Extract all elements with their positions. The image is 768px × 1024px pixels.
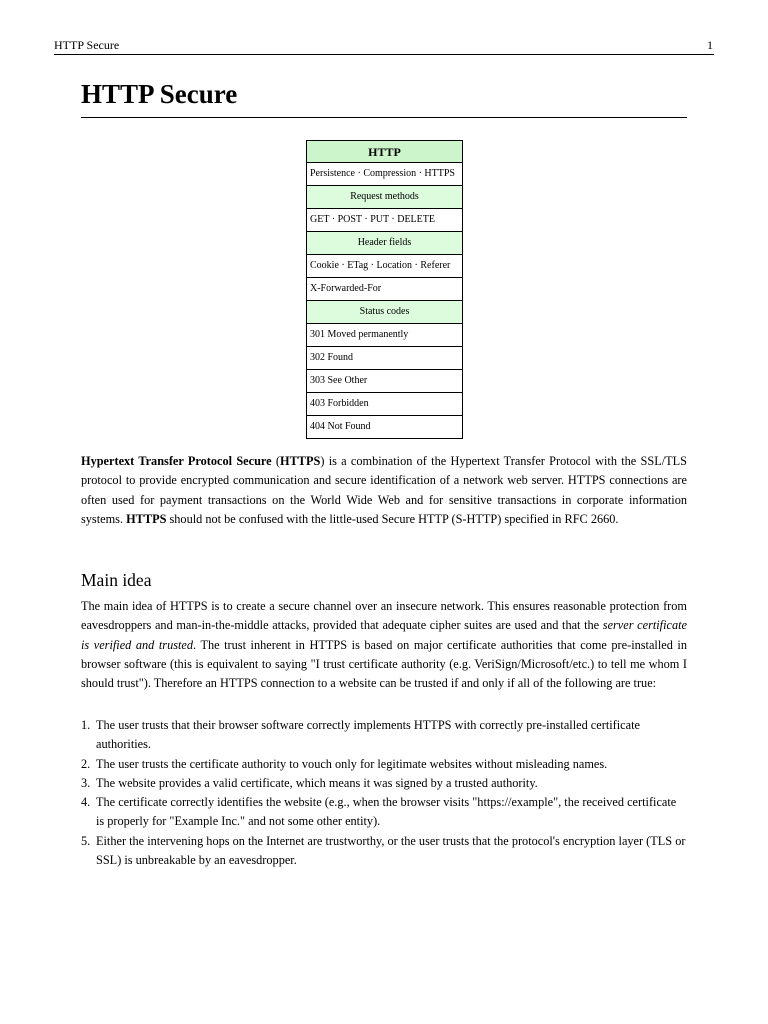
http-infobox — [306, 140, 463, 439]
list-number: 1. — [81, 718, 91, 732]
main-idea-text-b: . The trust inherent in HTTPS is based on major certificate authorities that come pre-installed in browser software (this is equivalent to saying "I trust certificate authority (e.g. VeriSign/Microsoft/etc.) to tell me whom I should trust"). Therefore an HTTPS connection to a website can be trusted if and only if all of the following are true: — [81, 637, 687, 691]
list-item — [81, 793, 687, 832]
list-item — [81, 716, 687, 755]
trust-conditions-list — [81, 716, 687, 870]
main-idea-text-a: The main idea of HTTPS is to create a secure channel over an insecure network. This ensures reasonable protection from eavesdroppers and man-in-the-middle attacks, provided that adequate cipher suites are used and that the — [81, 599, 687, 633]
infobox-row[interactable]: Cookie · ETag · Location · Referer — [307, 255, 463, 278]
list-item — [81, 832, 687, 871]
intro-paren: ( — [271, 454, 280, 468]
running-header-title: HTTP Secure — [54, 38, 120, 52]
intro-paragraph — [81, 452, 687, 529]
list-item — [81, 774, 687, 793]
infobox-title: HTTP — [307, 141, 463, 163]
list-text: The certificate correctly identifies the website (e.g., when the browser visits "https://example", the received certificate is properly for "Example Inc." and not some other entity). — [96, 795, 677, 829]
infobox-row[interactable]: 403 Forbidden — [307, 393, 463, 416]
list-text: Either the intervening hops on the Internet are trustworthy, or the user trusts that the protocol's encryption layer (TLS or SSL) is unbreakable by an eavesdropper. — [96, 833, 686, 868]
intro-abbr: HTTPS — [280, 454, 321, 468]
intro-text-b: should not be confused with the little-used Secure HTTP (S-HTTP) specified in RFC 2660. — [166, 511, 619, 526]
infobox-group-header[interactable]: Status codes — [307, 301, 463, 324]
page-number: 1 — [707, 38, 713, 52]
section-heading-main-idea: Main idea — [81, 570, 152, 590]
list-number: 2. — [81, 756, 91, 771]
list-text: The user trusts that their browser software correctly implements HTTPS with correctly pre-installed certificate authorities. — [96, 718, 640, 752]
list-text: The user trusts the certificate authority to vouch only for legitimate websites without misleading names. — [96, 756, 608, 771]
list-number: 3. — [81, 775, 91, 790]
intro-text-a: ) is a combination of the Hypertext Transfer Protocol with the SSL/TLS protocol to provide encrypted communication and secure identification of a network web server. HTTPS connections are often used for payment transactions on the World Wide Web and for sensitive transactions in corporate information systems. — [81, 454, 687, 526]
infobox-group-header[interactable]: Request methods — [307, 186, 463, 209]
infobox-row[interactable]: 303 See Other — [307, 370, 463, 393]
infobox-row[interactable]: 302 Found — [307, 347, 463, 370]
running-header — [54, 37, 714, 55]
list-text: The website provides a valid certificate, which means it was signed by a trusted authority. — [96, 775, 538, 790]
list-number: 5. — [81, 833, 91, 848]
infobox-row[interactable]: 301 Moved permanently — [307, 324, 463, 347]
intro-abbr-2: HTTPS — [126, 511, 167, 526]
main-idea-paragraph — [81, 597, 687, 693]
intro-term: Hypertext Transfer Protocol Secure — [81, 454, 272, 468]
list-number: 4. — [81, 795, 91, 810]
main-idea-emphasis: server certificate is verified and trusted — [81, 618, 687, 652]
infobox-group-header[interactable]: Header fields — [307, 232, 463, 255]
page-title: HTTP Secure — [81, 78, 687, 118]
infobox-row[interactable]: Persistence · Compression · HTTPS — [307, 163, 463, 186]
infobox-row[interactable]: X-Forwarded-For — [307, 278, 463, 301]
infobox-row[interactable]: 404 Not Found — [307, 416, 463, 439]
list-item — [81, 755, 687, 774]
infobox-row[interactable]: GET · POST · PUT · DELETE — [307, 209, 463, 232]
